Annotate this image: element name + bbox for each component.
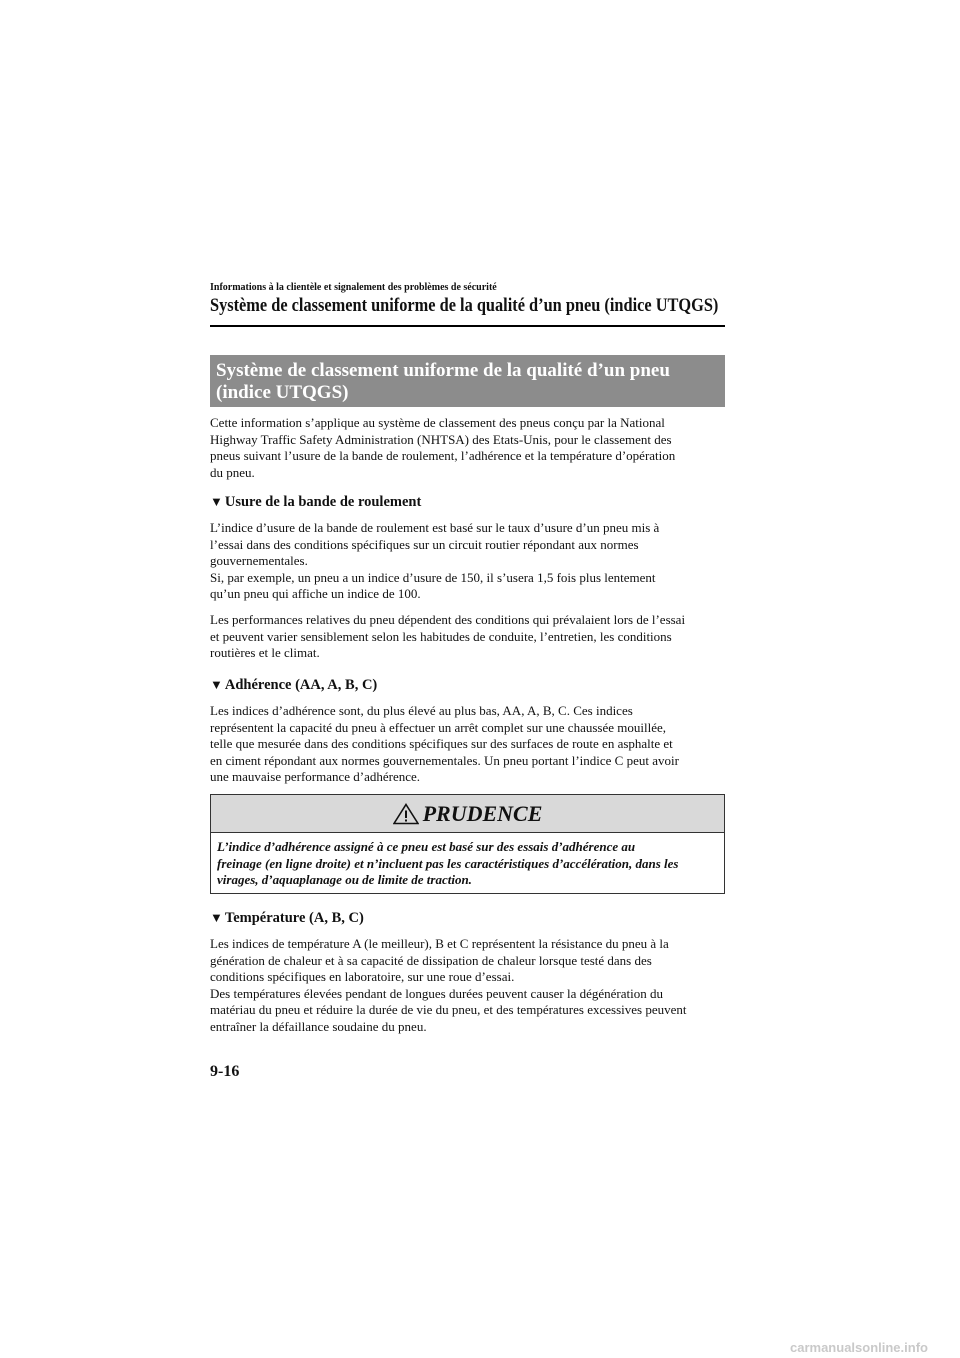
text-line: Si, par exemple, un pneu a un indice d’usure de 150, il s’usera 1,5 fois plus lentement (210, 569, 656, 585)
text-line: Les indices de température A (le meilleur), B et C représentent la résistance du pneu à la (210, 936, 669, 951)
temperature-heading-text: Température (A, B, C) (224, 910, 364, 926)
text-line: Highway Traffic Safety Administration (NHTSA) des Etats-Unis, pour le classement des (210, 431, 672, 447)
text-line: virages, d’aquaplanage ou de limite de traction. (217, 872, 472, 888)
section-title-line2: (indice UTQGS) (216, 382, 349, 403)
text-line: Des températures élevées pendant de longues durées peuvent causer la dégénération du (210, 985, 664, 1001)
text-line: entraîner la défaillance soudaine du pneu. (210, 1018, 427, 1034)
temperature-heading (210, 910, 364, 927)
text-line: freinage (en ligne droite) et n’incluent pas les caractéristiques d’accélération, dans les (217, 855, 679, 871)
traction-paragraph (210, 703, 725, 786)
treadwear-heading-text: Usure de la bande de roulement (224, 494, 422, 510)
caution-header (211, 795, 724, 833)
running-header-title: Système de classement uniforme de la qualité d’un pneu (indice UTQGS) (210, 295, 719, 316)
triangle-down-icon: ▼ (210, 910, 223, 925)
caution-title: PRUDENCE (422, 800, 543, 826)
header-divider (210, 325, 725, 327)
caution-text (211, 833, 724, 889)
text-line: du pneu. (210, 464, 255, 480)
intro-paragraph (210, 415, 725, 481)
temperature-paragraph (210, 936, 725, 1036)
text-line: en ciment répondant aux normes gouvernementales. Un pneu portant l’indice C peut avoir (210, 752, 679, 768)
text-line: gouvernementales. (210, 553, 308, 569)
text-line: une mauvaise performance d’adhérence. (210, 769, 421, 785)
text-line: L’indice d’adhérence assigné à ce pneu est basé sur des essais d’adhérence au (217, 839, 636, 854)
treadwear-paragraph-2 (210, 612, 725, 662)
triangle-down-icon: ▼ (210, 494, 223, 509)
triangle-down-icon: ▼ (210, 677, 223, 692)
page-number: 9-16 (210, 1063, 240, 1080)
warning-triangle-icon (393, 803, 419, 825)
section-title-line1: Système de classement uniforme de la qualité d’un pneu (216, 360, 670, 381)
treadwear-heading (210, 494, 421, 511)
text-line: qu’un pneu qui affiche un indice de 100. (210, 586, 421, 602)
text-line: L’indice d’usure de la bande de roulement est basé sur le taux d’usure d’un pneu mis à (210, 520, 660, 535)
text-line: Les performances relatives du pneu dépendent des conditions qui prévalaient lors de l’essai (210, 612, 686, 627)
running-header-subtitle: Informations à la clientèle et signalement des problèmes de sécurité (210, 282, 497, 293)
text-line: conditions spécifiques en laboratoire, sur une roue d’essai. (210, 969, 515, 985)
text-line: telle que mesurée dans des conditions spécifiques sur des surfaces de route en asphalte et (210, 736, 673, 752)
watermark-text: carmanualsonline.info (790, 1340, 928, 1355)
section-title-banner (210, 355, 725, 407)
traction-heading-text: Adhérence (AA, A, B, C) (224, 677, 378, 693)
caution-box (210, 794, 725, 894)
text-line: pneus suivant l’usure de la bande de roulement, l’adhérence et la température d’opération (210, 448, 676, 464)
text-line: génération de chaleur et à sa capacité de dissipation de chaleur lorsque testé dans des (210, 952, 652, 968)
text-line: et peuvent varier sensiblement selon les habitudes de conduite, l’entretien, les conditions (210, 628, 672, 644)
text-line: routières et le climat. (210, 645, 320, 661)
text-line: Cette information s’applique au système de classement des pneus conçu par la National (210, 415, 665, 430)
traction-heading (210, 677, 377, 694)
text-line: l’essai dans des conditions spécifiques sur un circuit routier répondant aux normes (210, 536, 639, 552)
text-line: représentent la capacité du pneu à effectuer un arrêt complet sur une chaussée mouillée, (210, 719, 666, 735)
text-line: matériau du pneu et réduire la durée de vie du pneu, et des températures excessives peuvent (210, 1002, 687, 1018)
treadwear-paragraph-1 (210, 520, 725, 603)
text-line: Les indices d’adhérence sont, du plus élevé au plus bas, AA, A, B, C. Ces indices (210, 703, 633, 718)
